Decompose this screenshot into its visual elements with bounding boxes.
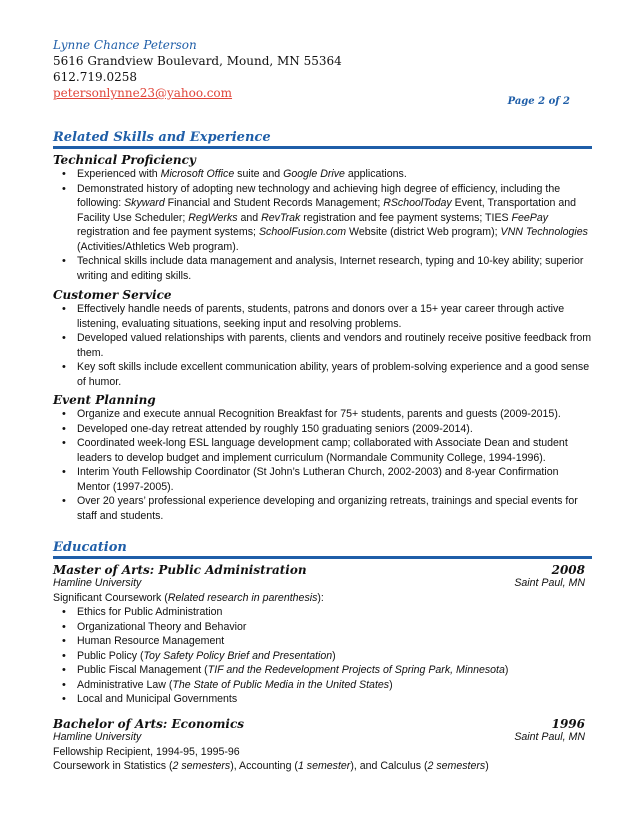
ma-school: Hamline University bbox=[53, 577, 142, 589]
ma-school-row bbox=[53, 577, 585, 589]
list-item: • Administrative Law (The State of Public Media in the United States) bbox=[53, 678, 593, 693]
ba-coursework: Coursework in Statistics (2 semesters), Accounting (1 semester), and Calculus (2 semesters) bbox=[53, 760, 489, 772]
section-rule-education bbox=[53, 556, 592, 559]
list-item: • Key soft skills include excellent communication ability, years of problem-solving experience and a good sense of humor. bbox=[53, 360, 593, 389]
section-title-skills: Related Skills and Experience bbox=[53, 130, 271, 145]
section-rule-skills bbox=[53, 146, 592, 149]
event-list bbox=[53, 407, 593, 523]
ba-fellowship: Fellowship Recipient, 1994-95, 1995-96 bbox=[53, 746, 240, 758]
list-item: • Ethics for Public Administration bbox=[53, 605, 593, 620]
list-item: • Public Policy (Toy Safety Policy Brief and Presentation) bbox=[53, 649, 593, 664]
list-item: • Developed valued relationships with parents, clients and vendors and routinely receive positive feedback from them. bbox=[53, 331, 593, 360]
ba-degree: Bachelor of Arts: Economics bbox=[53, 717, 245, 731]
ma-coursework-intro: Significant Coursework (Related research in parenthesis): bbox=[53, 592, 324, 604]
list-item: • Technical skills include data management and analysis, Internet research, typing and 10-key ability; superior writing and editing skills. bbox=[53, 254, 593, 283]
list-item: • Human Resource Management bbox=[53, 634, 593, 649]
contact-name: Lynne Chance Peterson bbox=[53, 38, 197, 52]
subheading-event: Event Planning bbox=[53, 393, 156, 407]
ma-year: 2008 bbox=[551, 563, 585, 577]
ma-coursework-list bbox=[53, 605, 593, 707]
list-item: • Developed one-day retreat attended by roughly 150 graduating seniors (2009-2014). bbox=[53, 422, 593, 437]
list-item: • Effectively handle needs of parents, students, patrons and donors over a 15+ year career through active listening, evaluating situations, seeking input and resolving problems. bbox=[53, 302, 593, 331]
list-item: • Coordinated week-long ESL language development camp; collaborated with Associate Dean and student leaders to develop budget and implement curriculum (Normandale Community College, 1994-1996). bbox=[53, 436, 593, 465]
page-number: Page 2 of 2 bbox=[507, 96, 570, 107]
customer-list bbox=[53, 302, 593, 389]
list-item: • Over 20 years’ professional experience developing and organizing retreats, trainings and special events for staff and students. bbox=[53, 494, 593, 523]
ba-city: Saint Paul, MN bbox=[514, 731, 585, 743]
list-item: • Organizational Theory and Behavior bbox=[53, 620, 593, 635]
list-item: • Organize and execute annual Recognition Breakfast for 75+ students, parents and guests (2009-2015). bbox=[53, 407, 593, 422]
subheading-technical: Technical Proficiency bbox=[53, 153, 196, 167]
contact-address: 5616 Grandview Boulevard, Mound, MN 55364 bbox=[53, 54, 342, 68]
ma-degree: Master of Arts: Public Administration bbox=[53, 563, 307, 577]
list-item: • Experienced with Microsoft Office suite and Google Drive applications. bbox=[53, 167, 593, 182]
ba-school-row bbox=[53, 731, 585, 743]
contact-block bbox=[53, 37, 342, 101]
ba-header-row bbox=[53, 717, 585, 731]
list-item: • Local and Municipal Governments bbox=[53, 692, 593, 707]
list-item: • Demonstrated history of adopting new technology and achieving high degree of efficiency, including the following: Skyward Financial and Student Records Management; RSchoolToday Event, Transportation and Facility Use Scheduler; RegWerks and RevTrak registration and fee payment systems; TIES FeePay registration and fee payment systems; SchoolFusion.com Website (district Web program); VNN Technologies (Activities/Athletics Web program). bbox=[53, 182, 593, 255]
section-title-education: Education bbox=[53, 540, 127, 555]
ma-header-row bbox=[53, 563, 585, 577]
ba-school: Hamline University bbox=[53, 731, 142, 743]
ma-city: Saint Paul, MN bbox=[514, 577, 585, 589]
ba-year: 1996 bbox=[551, 717, 585, 731]
contact-email-link[interactable]: petersonlynne23@yahoo.com bbox=[53, 86, 233, 100]
list-item: • Interim Youth Fellowship Coordinator (St John’s Lutheran Church, 2002-2003) and 8-year Confirmation Mentor (1997-2005). bbox=[53, 465, 593, 494]
subheading-customer: Customer Service bbox=[53, 288, 172, 302]
list-item: • Public Fiscal Management (TIF and the Redevelopment Projects of Spring Park, Minnesota) bbox=[53, 663, 593, 678]
technical-list bbox=[53, 167, 593, 283]
contact-phone: 612.719.0258 bbox=[53, 70, 137, 84]
